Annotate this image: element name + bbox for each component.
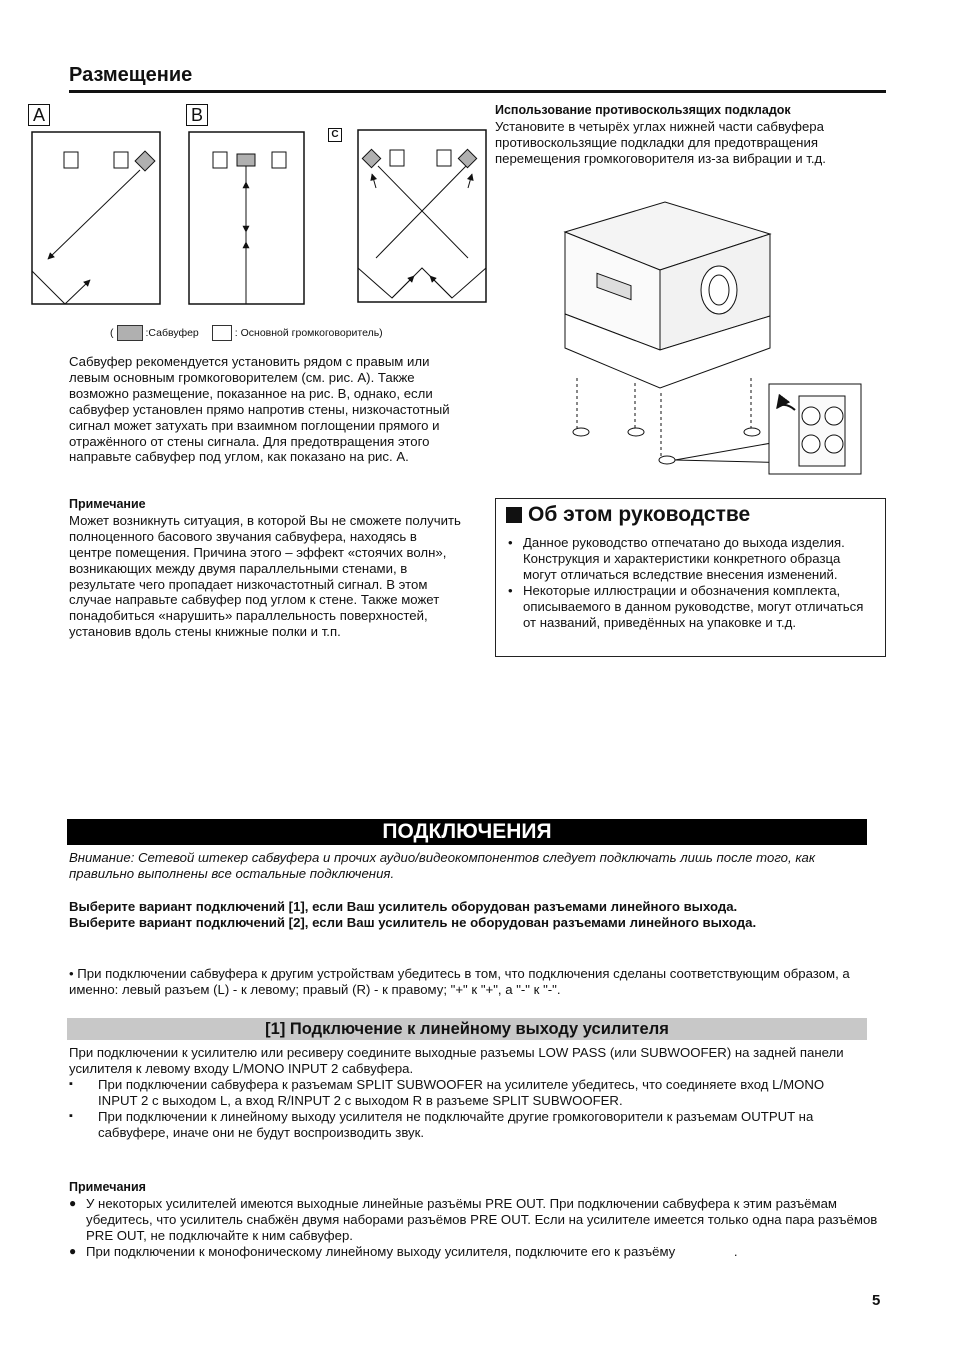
figure-legend [110,325,383,341]
legend-open: ( [110,327,114,339]
about-item: • Некоторые иллюстрации и обозначения комплекта, описываемого в данном руководстве, могут отличаться от названий, приведённых на упаковке и т.д. [506,583,876,631]
connection-1-text: При подключении к усилителю или ресиверу соедините выходные разъемы LOW PASS (или SUBWOOFER) на задней панели усилителя к левому входу L/MONO INPUT 2 сабвуфера. [69,1045,844,1076]
connection-note: ● У некоторых усилителей имеются выходные линейные разъёмы PRE OUT. При подключении сабвуфера к этим разъёмам убедитесь, что усилитель снабжён двумя наборами разъёмов PRE OUT. Если на усилителе имеется только одна пара разъёмов PRE OUT, не подключайте к ним сабвуфер. [69,1196,881,1244]
placement-note [69,497,461,640]
figure-b [186,104,306,309]
about-item: • Данное руководство отпечатано до выхода изделия. Конструкция и характеристики конкретного образца могут отличаться вследствие внесения изменений. [506,535,876,583]
connection-1-body [69,1045,859,1140]
antislip-title: Использование противоскользящих подкладок [495,103,791,117]
connections-banner: ПОДКЛЮЧЕНИЯ [67,819,867,845]
about-title-text: Об этом руководстве [528,503,751,526]
legend-main-label: : Основной громкоговоритель) [234,327,383,339]
connections-choice-2: Выберите вариант подключений [2], если Ваш усилитель не оборудован разъемами линейного выхода. [69,915,757,930]
connection-1-banner: [1] Подключение к линейному выходу усилителя [67,1018,867,1040]
square-bullet-icon [506,507,522,523]
placement-paragraph: Сабвуфер рекомендуется установить рядом с правым или левым основным громкоговорителем (см. рис. A). Также возможно размещение, показанное на рис. B, однако, если сабвуфер установлен прямо напротив стены, низкочастотный сигнал может затухать при взаимном поглощении прямого и отражённого от стены сигнала. Для предотвращения этого направьте сабвуфер под углом, как показано на рис. A. [69,354,450,465]
antislip-text: Установите в четырёх углах нижней части сабвуфера противоскользящие подкладки для предотвращения перемещения громкоговорителя из-за вибрации и т.д. [495,118,826,166]
connections-choice-1: Выберите вариант подключений [1], если Ваш усилитель оборудован разъемами линейного выхода. [69,899,738,914]
legend-subwoofer-swatch [117,325,143,341]
title-rule [69,90,886,93]
connection-notes-list [69,1196,881,1260]
figure-a-diagram [28,104,163,309]
legend-main-swatch [212,325,232,341]
about-box [495,498,886,657]
connection-1-bullets [69,1077,859,1141]
connection-bullet: ▪ При подключении к линейному выходу усилителя не подключайте другие громкоговорители к разъемам OUTPUT на сабвуфере, иначе они не будут воспроизводить звук. [69,1109,859,1141]
about-list [506,535,876,630]
figure-b-label: B [186,104,208,126]
placement-note-title: Примечание [69,497,146,511]
placement-body [69,354,461,465]
page-number: 5 [872,1292,881,1309]
subwoofer-illustration [555,198,870,480]
connections-polarity: • При подключении сабвуфера к другим устройствам убедитесь в том, что подключения сделаны соответствующим образом, а именно: левый разъем (L) - к левому; правый (R) - к правому; "+" к "+", а "-" к "-". [69,966,850,997]
antislip-section [495,103,887,167]
connection-note: ● При подключении к монофоническому линейному выходу усилителя, подключите его к разъёму . [69,1244,881,1260]
figure-a [28,104,163,309]
connections-warning: Внимание: Сетевой штекер сабвуфера и прочих аудио/видеокомпонентов следует подключать лишь после того, как правильно выполнены все остальные подключения. [69,850,816,881]
figure-c-label: C [328,128,342,142]
figure-c-diagram [328,128,490,308]
about-title [506,503,750,527]
connection-notes-title: Примечания [69,1180,146,1194]
connection-notes [69,1180,881,1260]
legend-subwoofer-label: :Сабвуфер [145,327,199,339]
figure-a-label: A [28,104,50,126]
figure-b-diagram [186,104,306,309]
placement-note-text: Может возникнуть ситуация, в которой Вы не сможете получить полноценного басового звучания сабвуфера, находясь в центре помещения. Причина этого – эффект «стоячих волн», возникающих между двумя параллельными стенами, в результате чего пропадает низкочастотный сигнал. В этом случае направьте сабвуфер под углом к стене. Также может понадобиться «нарушить» параллельность поверхностей, установив вдоль стены книжные полки и т.п. [69,512,461,640]
section-title-placement: Размещение [69,64,193,86]
connection-bullet: ▪ При подключении сабвуфера к разъемам SPLIT SUBWOOFER на усилителе убедитесь, что соединяете вход L/MONO INPUT 2 с выходом L, а вход R/INPUT 2 с выходом R в разъеме SPLIT SUBWOOFER. [69,1077,859,1109]
figure-c [328,128,490,308]
